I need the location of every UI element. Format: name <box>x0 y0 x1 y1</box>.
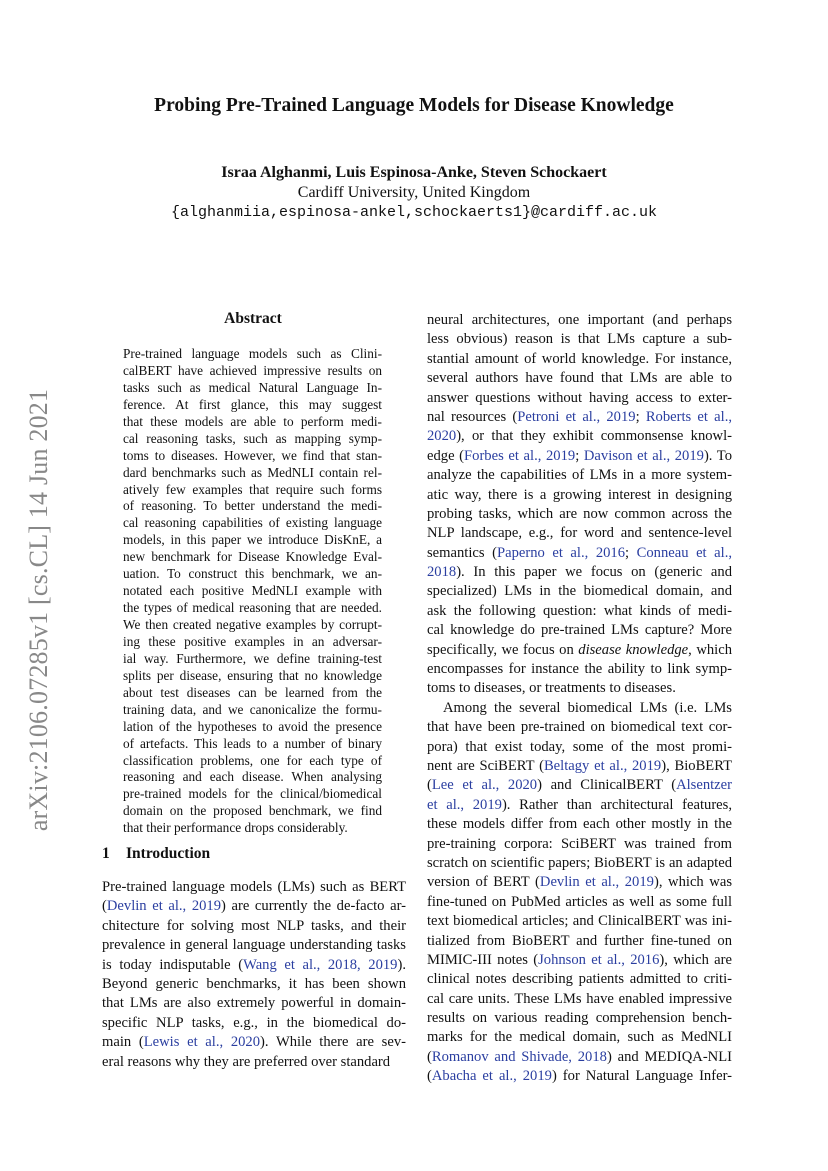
text-line <box>427 873 732 892</box>
text-line <box>427 1028 732 1047</box>
text-run: , which <box>688 641 732 658</box>
text-run: scratch on scientific papers; BioBERT is an adapted <box>427 854 732 871</box>
text-line <box>427 408 732 427</box>
text-run: toms to diseases, or treatments to diseases. <box>427 680 676 697</box>
citation-link[interactable]: Johnson et al., 2016 <box>538 951 660 968</box>
text-run: nal resources ( <box>427 408 518 425</box>
text-run: ), BioBERT <box>661 757 732 774</box>
citation-link[interactable]: Petroni et al., 2019 <box>517 408 636 425</box>
text-run: encompasses for instance the ability to link symp- <box>427 661 732 678</box>
text-run: ( <box>102 898 107 915</box>
text-run: that LMs are also extremely powerful in domain- <box>102 995 406 1012</box>
text-line <box>102 897 406 916</box>
text-run: text biomedical articles; and ClinicalBERT was ini- <box>427 913 732 930</box>
text-line <box>427 679 732 698</box>
text-run: results on various reading comprehension bench- <box>427 1010 732 1027</box>
abstract-line: lation of the hypotheses to avoid the presence <box>123 718 382 734</box>
text-line <box>427 369 732 388</box>
text-line <box>427 602 732 621</box>
text-run: ), which was <box>653 874 732 891</box>
text-line <box>102 878 406 897</box>
text-line <box>102 936 406 955</box>
text-run: pre-training corpora: SciBERT was trained from <box>427 835 732 852</box>
text-run: stantial amount of world knowledge. For instance, <box>427 350 732 367</box>
text-run: NLP landscape, e.g., for word and sentence-level <box>427 525 732 542</box>
section-title: Introduction <box>126 845 211 862</box>
text-line <box>427 738 732 757</box>
text-run: fine-tuned on PubMed articles as well as some full <box>427 893 732 910</box>
author-emails: {alghanmiia,espinosa-ankel,schockaerts1}@cardiff.ac.uk <box>170 204 658 221</box>
text-run: ; <box>635 408 646 425</box>
text-line <box>427 951 732 970</box>
text-run: ). To <box>703 447 732 464</box>
text-run: ( <box>427 1068 432 1085</box>
text-run: semantics ( <box>427 544 497 561</box>
text-run: ). <box>397 956 406 973</box>
text-line <box>102 917 406 936</box>
abstract-line: ing these positive examples in an adversar- <box>123 633 382 649</box>
text-run: ). Rather than architectural features, <box>501 796 732 813</box>
text-run: MIMIC-III notes ( <box>427 951 539 968</box>
text-run: ), which are <box>659 951 732 968</box>
abstract-line: ial way. Furthermore, we define training-test <box>123 650 382 666</box>
arxiv-identifier-text: arXiv:2106.07285v1 [cs.CL] 14 Jun 2021 <box>24 388 53 832</box>
abstract-line: of artefacts. This leads to a number of binary <box>123 735 382 751</box>
text-line <box>427 1009 732 1028</box>
text-run: Beyond generic benchmarks, it has been shown <box>102 975 406 992</box>
abstract-line: pre-trained models for the clinical/biomedical <box>123 786 382 802</box>
paper-title: Probing Pre-Trained Language Models for Disease Knowledge <box>154 95 674 116</box>
right-column-text <box>427 311 732 1087</box>
text-line <box>427 932 732 951</box>
abstract-line: ference. At first glance, this may suggest <box>123 396 382 412</box>
citation-link[interactable]: 2018 <box>427 564 457 581</box>
emphasized-text: disease knowledge <box>578 641 689 658</box>
citation-link[interactable]: Beltagy et al., 2019 <box>543 757 662 774</box>
text-run: clinical notes describing patients admitted to criti- <box>427 971 732 988</box>
text-line <box>427 854 732 873</box>
text-run: eral reasons why they are preferred over standard <box>102 1053 391 1070</box>
citation-link[interactable]: Lewis et al., 2020 <box>143 1034 261 1051</box>
citation-link[interactable]: Paperno et al., 2016 <box>496 544 626 561</box>
abstract-line: atively few examples that require such forms <box>123 481 382 497</box>
affiliation: Cardiff University, United Kingdom <box>297 184 531 201</box>
text-line <box>427 1067 732 1086</box>
section-heading-introduction <box>102 845 210 863</box>
text-run: prevalence in general language understanding tasks <box>102 937 406 954</box>
author-list: Israa Alghanmi, Luis Espinosa-Anke, Steven Schockaert <box>221 164 607 181</box>
text-run: answer questions without having access to exter- <box>427 389 732 406</box>
text-run: ( <box>427 777 432 794</box>
citation-link[interactable]: Roberts et al., <box>645 408 733 425</box>
text-line <box>427 796 732 815</box>
citation-link[interactable]: Wang et al., 2018, 2019 <box>243 956 398 973</box>
text-run: less obvious) reason is that LMs capture a sub- <box>427 331 732 348</box>
text-run: probing tasks, which are now common across the <box>427 505 732 522</box>
text-line <box>427 641 732 660</box>
text-run: pora) that exist today, some of the most promi- <box>427 738 732 755</box>
citation-link[interactable]: et al., 2019 <box>427 796 502 813</box>
text-line <box>427 757 732 776</box>
section-number: 1 <box>102 845 110 862</box>
text-line <box>427 466 732 485</box>
text-run: marks for the medical domain, such as MedNLI <box>427 1029 732 1046</box>
abstract-line: of reasoning. To better understand the medi- <box>123 498 382 514</box>
abstract-line: reasoning and each disease. When analysing <box>123 769 382 785</box>
text-line <box>427 350 732 369</box>
abstract-line: models, in this paper we introduce DisKnE, a <box>123 532 382 548</box>
text-line <box>427 1048 732 1067</box>
text-run: tialized from BioBERT and further fine-tuned on <box>427 932 732 949</box>
text-line <box>102 1053 406 1072</box>
text-line <box>427 524 732 543</box>
text-line <box>427 621 732 640</box>
abstract-line: that their performance drops considerably. <box>123 820 348 836</box>
text-line <box>427 427 732 446</box>
text-line <box>427 582 732 601</box>
text-run: analyze the capabilities of LMs in a more system- <box>427 467 732 484</box>
abstract-line: splits per disease, ensuring that no knowledge <box>123 667 382 683</box>
text-line <box>427 505 732 524</box>
text-run: Pre-trained language models (LMs) such as BERT <box>102 879 406 895</box>
abstract-line: cal reasoning capabilities of existing language <box>123 515 382 531</box>
text-run: these models differ from each other mostly in the <box>427 816 732 833</box>
abstract-line: notated each positive MedNLI example with <box>123 583 382 599</box>
text-run: ). In this paper we focus on (generic and <box>456 564 732 581</box>
citation-link[interactable]: Davison et al., 2019 <box>583 447 704 464</box>
text-line <box>102 956 406 975</box>
text-run: specific NLP tasks, e.g., in the biomedical do- <box>102 1014 406 1031</box>
text-run: ) and MEDIQA-NLI <box>606 1048 732 1065</box>
abstract-line: new benchmark for Disease Knowledge Eval- <box>123 549 382 565</box>
abstract-line: We then created negative examples by corrupt- <box>123 617 382 632</box>
citation-link[interactable]: Forbes et al., 2019 <box>464 447 576 464</box>
abstract-line: the types of medical reasoning that are needed. <box>123 600 382 616</box>
text-run: several authors have found that LMs are able to <box>427 370 732 387</box>
abstract-line: training data, and we canonicalize the formu- <box>123 701 382 717</box>
abstract-line: cal reasoning tasks, such as mapping symp- <box>123 430 382 446</box>
text-line <box>427 970 732 989</box>
text-line <box>427 718 732 737</box>
abstract-line: that these models are able to perform medi- <box>123 413 382 429</box>
text-line <box>427 544 732 563</box>
citation-link[interactable]: Devlin et al., 2019 <box>539 874 654 891</box>
abstract-line: uation. To construct this benchmark, we an- <box>123 566 382 582</box>
citation-link[interactable]: Devlin et al., 2019 <box>106 898 222 915</box>
text-run: ( <box>427 1048 432 1065</box>
text-run: version of BERT ( <box>427 874 540 891</box>
abstract-line: domain on the proposed benchmark, we find <box>123 803 382 819</box>
abstract-line: tasks such as medical Natural Language In- <box>123 379 382 395</box>
text-run: ) for Natural Language Infer- <box>551 1068 732 1085</box>
text-run: ; <box>625 544 637 561</box>
citation-link[interactable]: Romanov and Shivade, 2018 <box>431 1048 607 1065</box>
abstract-line: dard benchmarks such as MedNLI contain rel- <box>123 464 382 480</box>
text-line <box>427 486 732 505</box>
text-run: edge ( <box>427 447 465 464</box>
text-run: chitecture for solving most NLP tasks, and their <box>102 917 406 934</box>
text-line <box>427 912 732 931</box>
abstract-heading: Abstract <box>224 310 282 327</box>
text-line <box>102 1033 406 1052</box>
citation-link[interactable]: Conneau et al., <box>636 544 732 561</box>
text-line <box>102 975 406 994</box>
text-line <box>427 893 732 912</box>
text-run: ) are currently the de-facto ar- <box>221 898 407 915</box>
text-line <box>427 330 732 349</box>
text-line <box>427 660 732 679</box>
abstract-body <box>123 346 382 837</box>
text-run: ask the following question: what kinds of medi- <box>427 602 732 619</box>
left-column-text <box>102 878 406 1072</box>
text-line <box>427 815 732 834</box>
citation-link[interactable]: Abacha et al., 2019 <box>431 1068 552 1085</box>
abstract-line: Pre-trained language models such as Clini- <box>123 346 382 361</box>
text-run: ). While there are sev- <box>260 1034 406 1051</box>
text-line <box>102 1014 406 1033</box>
abstract-line: calBERT have achieved impressive results on <box>123 362 382 378</box>
text-line <box>427 699 732 718</box>
text-run: ), or that they exhibit commonsense knowl- <box>456 428 732 445</box>
text-line <box>427 389 732 408</box>
arxiv-identifier <box>24 373 54 848</box>
citation-link[interactable]: 2020 <box>427 428 457 445</box>
text-line <box>427 563 732 582</box>
text-run: specifically, we focus on <box>427 641 579 658</box>
text-line <box>427 835 732 854</box>
text-run: main ( <box>102 1034 144 1051</box>
text-line <box>427 311 732 330</box>
abstract-line: classification problems, one for each type of <box>123 752 382 768</box>
text-run: neural architectures, one important (and perhaps <box>427 312 732 328</box>
text-run: nent are SciBERT ( <box>427 757 544 774</box>
citation-link[interactable]: Lee et al., 2020 <box>431 777 538 794</box>
text-run: specialized) LMs in the biomedical domain, and <box>427 583 732 600</box>
citation-link[interactable]: Alsentzer <box>676 777 732 794</box>
text-line <box>427 990 732 1009</box>
text-run: that have been pre-trained on biomedical text cor- <box>427 719 732 736</box>
text-run: cal knowledge do pre-trained LMs capture? More <box>427 622 732 639</box>
abstract-line: about test diseases can be learned from the <box>123 684 382 700</box>
text-run: Among the several biomedical LMs (i.e. LMs <box>443 699 732 716</box>
text-run: ; <box>575 447 584 464</box>
abstract-line: toms to diseases. However, we find that stan- <box>123 447 382 463</box>
text-run: is today indisputable ( <box>102 956 244 973</box>
text-run: atic way, there is a growing interest in designing <box>427 486 732 503</box>
text-run: cal care units. These LMs have enabled impressive <box>427 990 732 1007</box>
text-line <box>427 447 732 466</box>
text-line <box>102 994 406 1013</box>
text-line <box>427 776 732 795</box>
text-run: ) and ClinicalBERT ( <box>537 777 677 794</box>
